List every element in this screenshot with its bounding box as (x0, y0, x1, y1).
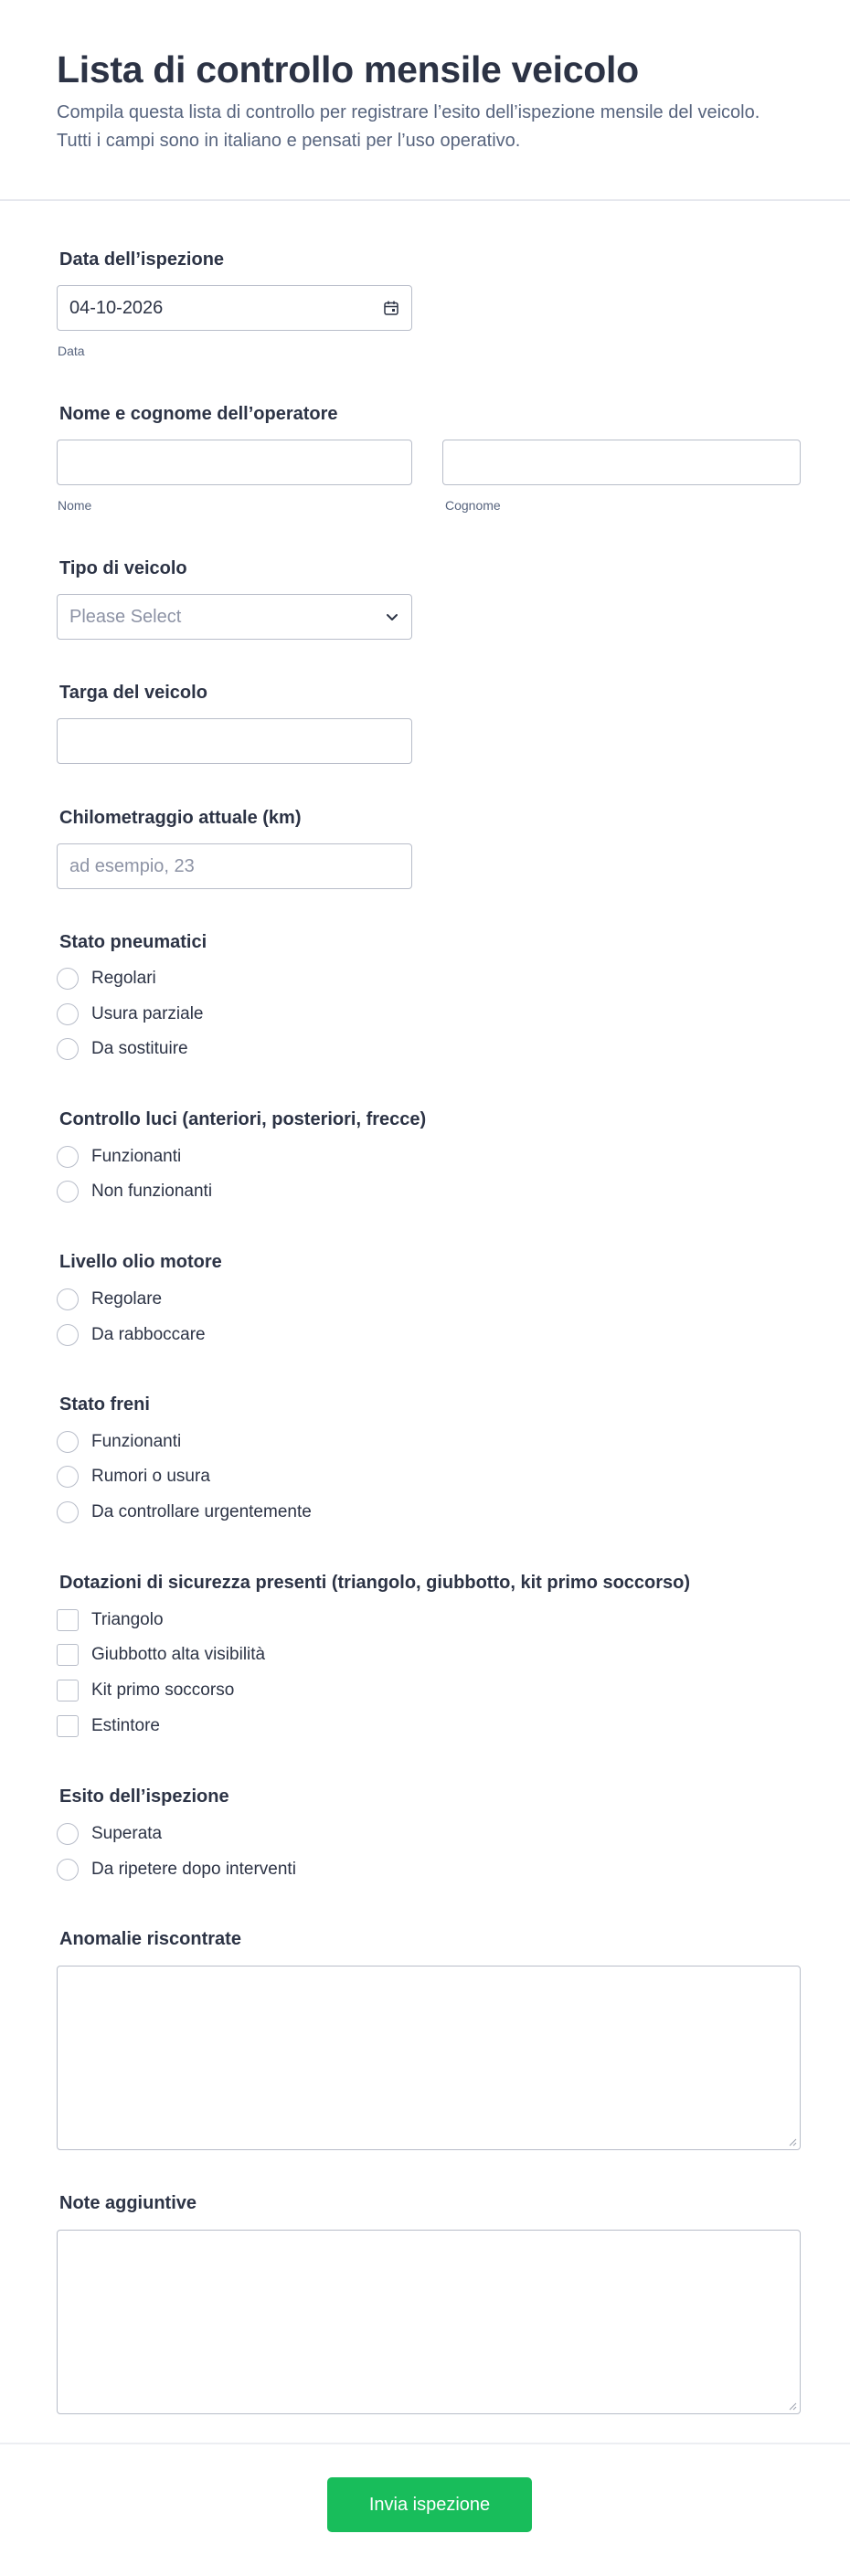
option-label: Da controllare urgentemente (91, 1502, 312, 1521)
safety-option[interactable] (57, 1680, 234, 1701)
option-label: Da sostituire (91, 1039, 188, 1058)
mileage-placeholder: ad esempio, 23 (69, 855, 195, 876)
submit-button[interactable]: Invia ispezione (327, 2477, 532, 2532)
radio-button[interactable] (57, 1003, 79, 1025)
radio-button[interactable] (57, 1823, 79, 1845)
resize-handle-icon[interactable] (788, 2401, 797, 2411)
radio-button[interactable] (57, 1501, 79, 1523)
resize-handle-icon[interactable] (788, 2137, 797, 2147)
option-label: Usura parziale (91, 1004, 204, 1023)
date-label: Data dell’ispezione (59, 249, 225, 270)
oil-option[interactable] (57, 1324, 206, 1346)
mileage-label: Chilometraggio attuale (km) (59, 808, 302, 828)
option-label: Funzionanti (91, 1147, 182, 1166)
radio-button[interactable] (57, 1146, 79, 1168)
option-label: Funzionanti (91, 1432, 182, 1451)
radio-button[interactable] (57, 1859, 79, 1881)
option-label: Giubbotto alta visibilità (91, 1645, 266, 1664)
safety-option[interactable] (57, 1644, 265, 1666)
outcome-option[interactable] (57, 1823, 162, 1845)
tires-option[interactable] (57, 1003, 204, 1025)
lights-label: Controllo luci (anteriori, posteriori, frecce) (59, 1109, 427, 1129)
option-label: Da ripetere dopo interventi (91, 1860, 296, 1879)
brakes-label: Stato freni (59, 1394, 150, 1415)
brakes-option[interactable] (57, 1501, 312, 1523)
tires-option[interactable] (57, 1038, 188, 1060)
option-label: Triangolo (91, 1610, 164, 1629)
oil-label: Livello olio motore (59, 1252, 222, 1272)
option-label: Rumori o usura (91, 1467, 210, 1486)
option-label: Non funzionanti (91, 1182, 213, 1201)
checkbox[interactable] (57, 1644, 79, 1666)
option-label: Kit primo soccorso (91, 1680, 235, 1700)
radio-button[interactable] (57, 1288, 79, 1310)
anomalies-label: Anomalie riscontrate (59, 1929, 241, 1949)
lights-option[interactable] (57, 1181, 212, 1203)
date-input[interactable] (57, 285, 412, 331)
vehicle-type-placeholder: Please Select (69, 606, 182, 627)
outcome-option[interactable] (57, 1859, 296, 1881)
operator-name-label: Nome e cognome dell’operatore (59, 404, 338, 424)
first-name-input[interactable] (57, 440, 412, 485)
first-name-sublabel: Nome (58, 498, 92, 513)
option-label: Estintore (91, 1716, 160, 1735)
form-footer (0, 2443, 850, 2576)
mileage-input[interactable] (57, 843, 412, 889)
chevron-down-icon[interactable] (385, 610, 399, 624)
option-label: Regolare (91, 1289, 163, 1309)
radio-button[interactable] (57, 1324, 79, 1346)
date-value: 04-10-2026 (69, 297, 164, 318)
checkbox[interactable] (57, 1609, 79, 1631)
oil-option[interactable] (57, 1288, 162, 1310)
vehicle-type-label: Tipo di veicolo (59, 558, 187, 578)
form-header (0, 0, 850, 201)
outcome-label: Esito dell’ispezione (59, 1786, 229, 1807)
option-label: Regolari (91, 969, 156, 988)
radio-button[interactable] (57, 1431, 79, 1453)
radio-button[interactable] (57, 1181, 79, 1203)
safety-option[interactable] (57, 1609, 164, 1631)
anomalies-textarea[interactable] (57, 1966, 801, 2150)
page-subtitle: Compila questa lista di controllo per registrare l’esito dell’ispezione mensile del veicolo. Tutti i campi sono in italiano e pensati per l’uso operativo. (57, 102, 760, 151)
brakes-option[interactable] (57, 1431, 181, 1453)
plate-input[interactable] (57, 718, 412, 764)
page-title: Lista di controllo mensile veicolo (57, 48, 639, 90)
tires-label: Stato pneumatici (59, 932, 207, 952)
safety-option[interactable] (57, 1715, 160, 1737)
last-name-input[interactable] (442, 440, 801, 485)
brakes-option[interactable] (57, 1466, 210, 1488)
radio-button[interactable] (57, 968, 79, 990)
plate-label: Targa del veicolo (59, 683, 207, 703)
lights-option[interactable] (57, 1146, 181, 1168)
notes-label: Note aggiuntive (59, 2193, 197, 2213)
safety-label: Dotazioni di sicurezza presenti (triangolo, giubbotto, kit primo soccorso) (59, 1573, 691, 1593)
option-label: Superata (91, 1824, 163, 1843)
radio-button[interactable] (57, 1466, 79, 1488)
vehicle-type-select[interactable] (57, 594, 412, 640)
calendar-icon[interactable] (383, 300, 399, 316)
notes-textarea[interactable] (57, 2230, 801, 2414)
radio-button[interactable] (57, 1038, 79, 1060)
checkbox[interactable] (57, 1715, 79, 1737)
option-label: Da rabboccare (91, 1325, 206, 1344)
checkbox[interactable] (57, 1680, 79, 1701)
tires-option[interactable] (57, 968, 156, 990)
date-sublabel: Data (58, 344, 85, 358)
last-name-sublabel: Cognome (445, 498, 501, 513)
